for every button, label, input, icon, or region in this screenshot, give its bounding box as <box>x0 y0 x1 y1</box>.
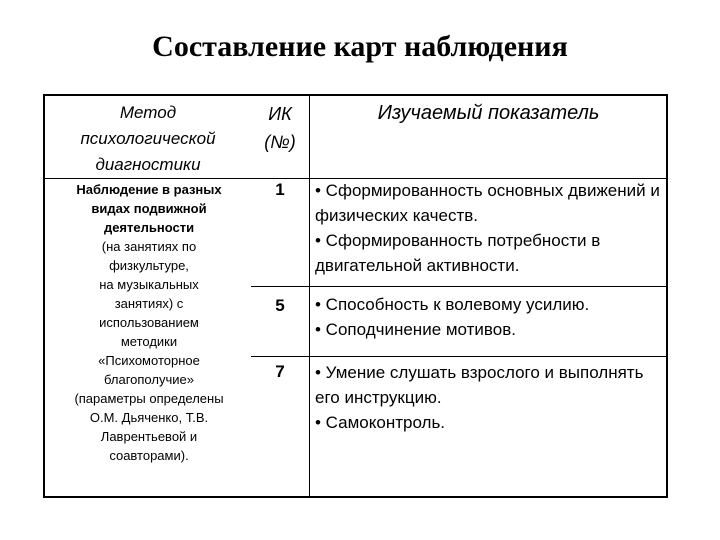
indicator-item: • Способность к волевому усилию. <box>315 295 590 314</box>
row-indicator <box>315 292 665 342</box>
header-method-line: Метод <box>119 103 177 122</box>
row-number: 7 <box>275 362 285 381</box>
method-detail-line: на музыкальных <box>99 277 199 292</box>
indicator-item: • Самоконтроль. <box>315 413 446 432</box>
header-ik-line: ИК <box>268 104 292 124</box>
header-indicator: Изучаемый показатель <box>377 102 600 124</box>
method-detail-line: физкультуре, <box>109 258 189 273</box>
method-detail-line: О.М. Дьяченко, Т.В. <box>89 410 209 425</box>
header-method <box>45 100 251 178</box>
method-title-line: видах подвижной <box>91 201 207 216</box>
row-indicator <box>315 178 665 278</box>
method-detail-line: «Психомоторное <box>98 353 200 368</box>
method-title-line: Наблюдение в разных <box>76 182 222 197</box>
method-detail-line: использованием <box>99 315 199 330</box>
method-detail-line: Лаврентьевой и <box>100 429 198 444</box>
row-number: 1 <box>275 180 285 199</box>
header-method-line: психологической <box>80 129 216 148</box>
page-title: Составление карт наблюдения <box>152 30 568 63</box>
column-divider-1 <box>309 96 310 498</box>
header-method-line: диагностики <box>95 155 201 174</box>
row-number: 5 <box>275 296 285 315</box>
method-detail-line: методики <box>120 334 178 349</box>
method-detail-line: занятиях) с <box>114 296 184 311</box>
method-detail-line: (параметры определены <box>74 391 224 406</box>
row-divider-2 <box>251 356 668 357</box>
method-detail-line: соавторами). <box>109 448 189 463</box>
observation-table <box>43 94 668 498</box>
indicator-item: • Сформированность потребности в двигательной активности. <box>315 231 601 275</box>
method-title-line: деятельности <box>103 220 195 235</box>
indicator-item: • Соподчинение мотивов. <box>315 320 516 339</box>
header-ik-line: (№) <box>264 132 296 152</box>
row-divider-1 <box>251 286 668 287</box>
header-ik <box>251 100 309 156</box>
method-detail-line: благополучие» <box>104 372 194 387</box>
indicator-item: • Умение слушать взрослого и выполнять его инструкцию. <box>315 363 644 407</box>
row-indicator <box>315 360 665 435</box>
indicator-item: • Сформированность основных движений и физических качеств. <box>315 181 660 225</box>
method-description <box>51 180 247 465</box>
method-detail-line: (на занятиях по <box>101 239 197 254</box>
